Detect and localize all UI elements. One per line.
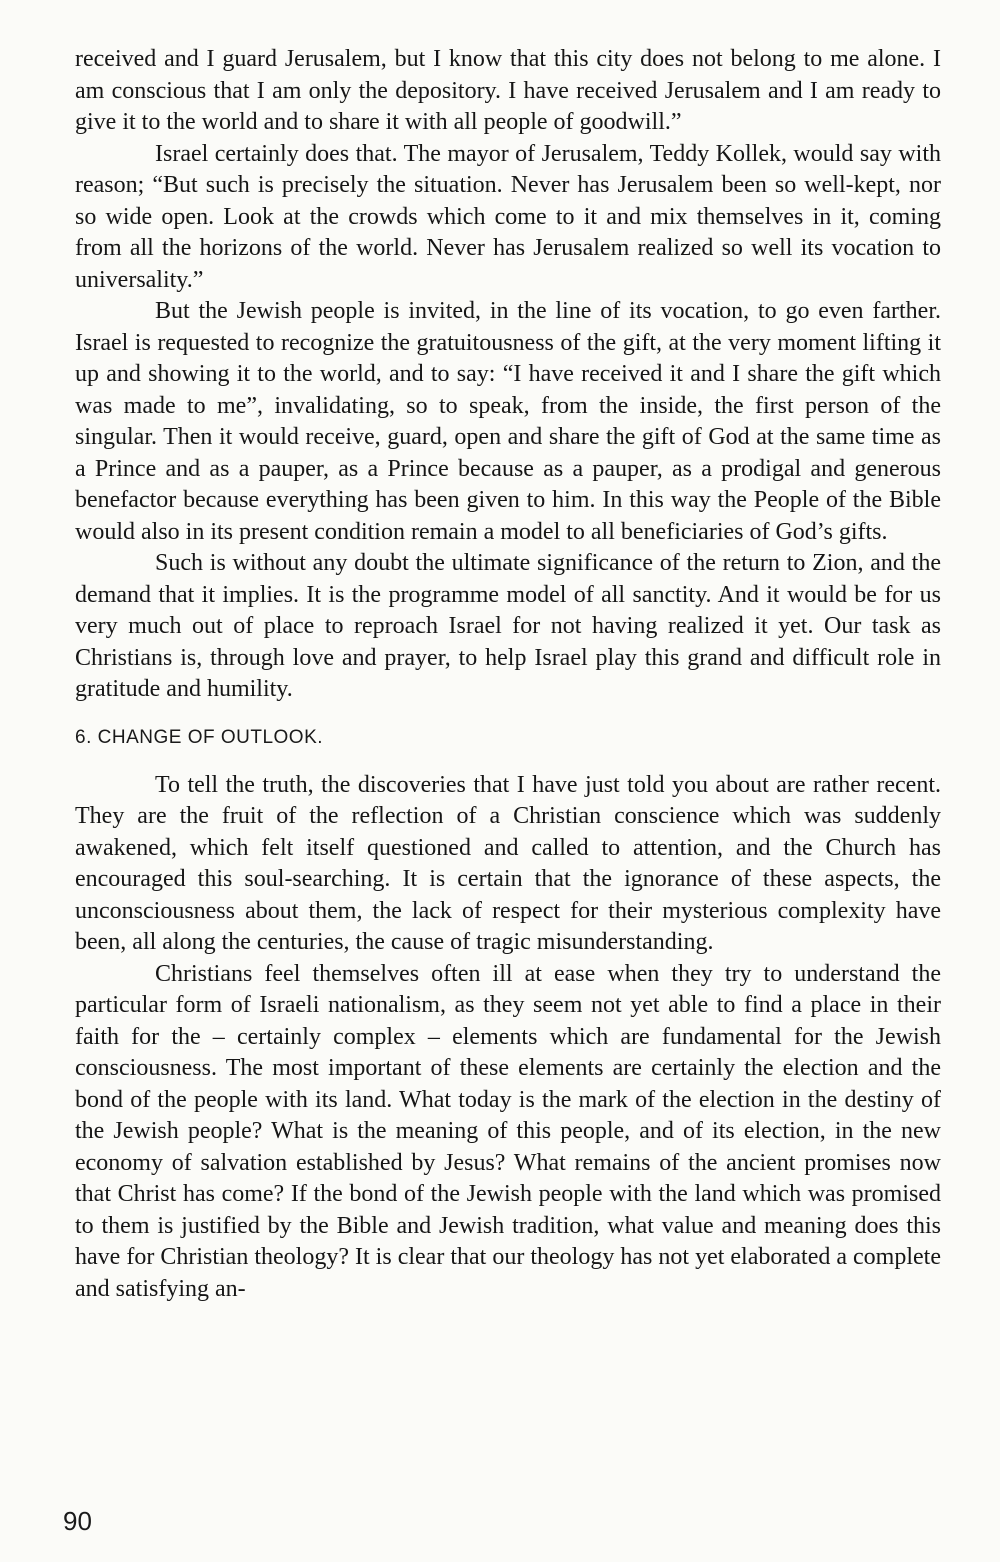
paragraph-truth: To tell the truth, the discoveries that I have just told you about are rather recent. They are the fruit of the reflection of a Christian conscience which was suddenly awakened, which felt itself questioned and called to attention, and the Church has encouraged this soul-searching. It is certain that the ignorance of these aspects, the unconsciousness about them, the lack of respect for their mysterious complexity have been, all along the centuries, the cause of tragic misunderstanding.	[75, 771, 941, 955]
section-heading: 6. CHANGE OF OUTLOOK.	[75, 726, 324, 748]
body-text	[75, 44, 941, 1305]
paragraph-continuation: received and I guard Jerusalem, but I know that this city does not belong to me alone. I am conscious that I am only the depository. I have received Jerusalem and I am ready to give it to the world and to share it with all people of goodwill.”	[75, 46, 941, 135]
page-number: 90	[63, 1506, 92, 1536]
paragraph-gift: But the Jewish people is invited, in the line of its vocation, to go even farther. Israel is requested to recognize the gratuitousness of the gift, at the very moment lifting it up and showing it to the world, and to say: “I have received it and I share the gift which was made to me”, invalidating, so to speak, from the inside, the first person of the singular. Then it would receive, guard, open and share the gift of God at the same time as a Prince and as a pauper, as a Prince because as a pauper, as a prodigal and generous benefactor because everything has been given to him. In this way the People of the Bible would also in its present condition remain a model to all beneficiaries of God’s gifts.	[75, 298, 941, 545]
paragraph-christians: Christians feel themselves often ill at ease when they try to understand the particular form of Israeli nationalism, as they seem not yet able to find a place in their faith for the – certainly complex – elements which are fundamental for the Jewish consciousness. The most important of these elements are certainly the election and the bond of the people with its land. What today is the mark of the election in the destiny of the Jewish people? What is the meaning of this people, and of its election, in the new economy of salvation established by Jesus? What remains of the ancient promises now that Christ has come? If the bond of the Jewish people with the land which was promised to them is justified by the Bible and Jewish tradition, what value and meaning does this have for Christian theology? It is clear that our theology has not yet elaborated a complete and satisfying an-	[75, 960, 941, 1302]
paragraph-kollek: Israel certainly does that. The mayor of Jerusalem, Teddy Kollek, would say with reason; “But such is precisely the situation. Never has Jerusalem been so well-kept, nor so wide open. Look at the crowds which come to it and mix themselves in it, coming from all the horizons of the world. Never has Jerusalem realized so well its vocation to universality.”	[75, 140, 941, 293]
paragraph-zion: Such is without any doubt the ultimate significance of the return to Zion, and the demand that it implies. It is the programme model of all sanctity. And it would be for us very much out of place to reproach Israel for not having realized it yet. Our task as Christians is, through love and prayer, to help Israel play this grand and difficult role in gratitude and humility.	[75, 550, 941, 702]
